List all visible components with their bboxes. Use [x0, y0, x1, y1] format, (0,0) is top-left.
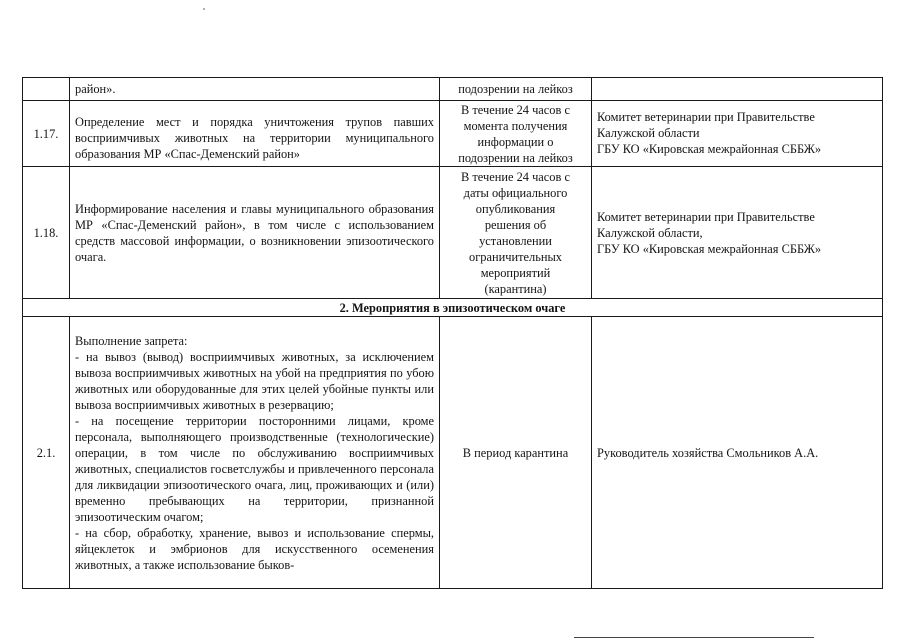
measure-description: Определение мест и порядка уничтожения трупов павших восприимчивых животных на территории муниципального образования МР «Спас-Деменский район» — [70, 101, 440, 167]
table-row-1-18 — [23, 167, 883, 299]
responsible-line: ГБУ КО «Кировская межрайонная СББЖ» — [597, 142, 822, 156]
section-header-row — [23, 299, 883, 317]
deadline-line: информации о — [477, 134, 554, 149]
row-number: 1.17. — [23, 101, 70, 167]
deadline-cell — [440, 167, 592, 299]
deadline-line: (карантина) — [484, 281, 547, 296]
scan-speck — [203, 8, 205, 10]
deadline-cell — [440, 101, 592, 167]
deadline-line: момента получения — [463, 118, 568, 133]
page-bottom-rule — [574, 637, 814, 638]
description-paragraph: - на сбор, обработку, хранение, вывоз и использование спермы, яйцеклеток и эмбрионов для искусственного осеменения животных, а также использование быков- — [75, 526, 434, 572]
responsible-line: Комитет ветеринарии при Правительстве — [597, 209, 815, 224]
description-paragraph: - на посещение территории посторонними лицами, кроме персонала, выполняющего производственные (технологические) операции, в том числе по обслуживанию восприимчивых животных, специалистов госветслужбы и привлеченного персонала для ликвидации эпизоотического очага, лиц, проживающих и (или) временно пребывающих на территории, признанной эпизоотическим очагом; — [75, 414, 434, 524]
description-paragraph: - на вывоз (вывод) восприимчивых животных, за исключением вывоза восприимчивых животных на убой на предприятия по убою животных или оборудованные для этих целей убойные пункты или вывоза восприимчивых животных в резервацию; — [75, 350, 434, 412]
deadline-cell: подозрении на лейкоз — [440, 78, 592, 101]
table-row-1-17 — [23, 101, 883, 167]
responsible-cell — [592, 101, 883, 167]
measure-description: Информирование населения и главы муниципального образования МР «Спас-Деменский район», в том числе с использованием средств массовой информации, о возникновении эпизоотического очага. — [70, 167, 440, 299]
section-title: 2. Мероприятия в эпизоотическом очаге — [23, 299, 883, 317]
responsible-cell — [592, 167, 883, 299]
responsible-line: ГБУ КО «Кировская межрайонная СББЖ» — [597, 241, 822, 256]
row-number: 2.1. — [23, 317, 70, 589]
table-row-continued — [23, 78, 883, 101]
responsible-line: Калужской области, — [597, 225, 703, 240]
deadline-line: мероприятий — [480, 265, 551, 280]
description-paragraph: Выполнение запрета: — [75, 334, 188, 348]
deadline-line: даты официального — [463, 185, 568, 200]
deadline-line: опубликования — [475, 201, 556, 216]
responsible-line: Комитет ветеринарии при Правительстве — [597, 110, 815, 124]
table-row-2-1 — [23, 317, 883, 589]
measure-description: район». — [70, 78, 440, 101]
deadline-line: В течение 24 часов с — [461, 102, 570, 117]
responsible-line: Калужской области — [597, 126, 700, 140]
measure-description — [70, 317, 440, 589]
measures-table — [22, 77, 883, 589]
deadline-line: подозрении на лейкоз — [458, 150, 573, 165]
responsible-cell — [592, 78, 883, 101]
deadline-line: решения об — [484, 217, 547, 232]
row-number-cell — [23, 78, 70, 101]
deadline-line: установлении — [479, 233, 552, 248]
deadline-line: ограничительных — [469, 249, 562, 264]
responsible-cell: Руководитель хозяйства Смольников А.А. — [592, 317, 883, 589]
deadline-cell: В период карантина — [440, 317, 592, 589]
deadline-line: В течение 24 часов с — [461, 169, 570, 184]
row-number: 1.18. — [23, 167, 70, 299]
